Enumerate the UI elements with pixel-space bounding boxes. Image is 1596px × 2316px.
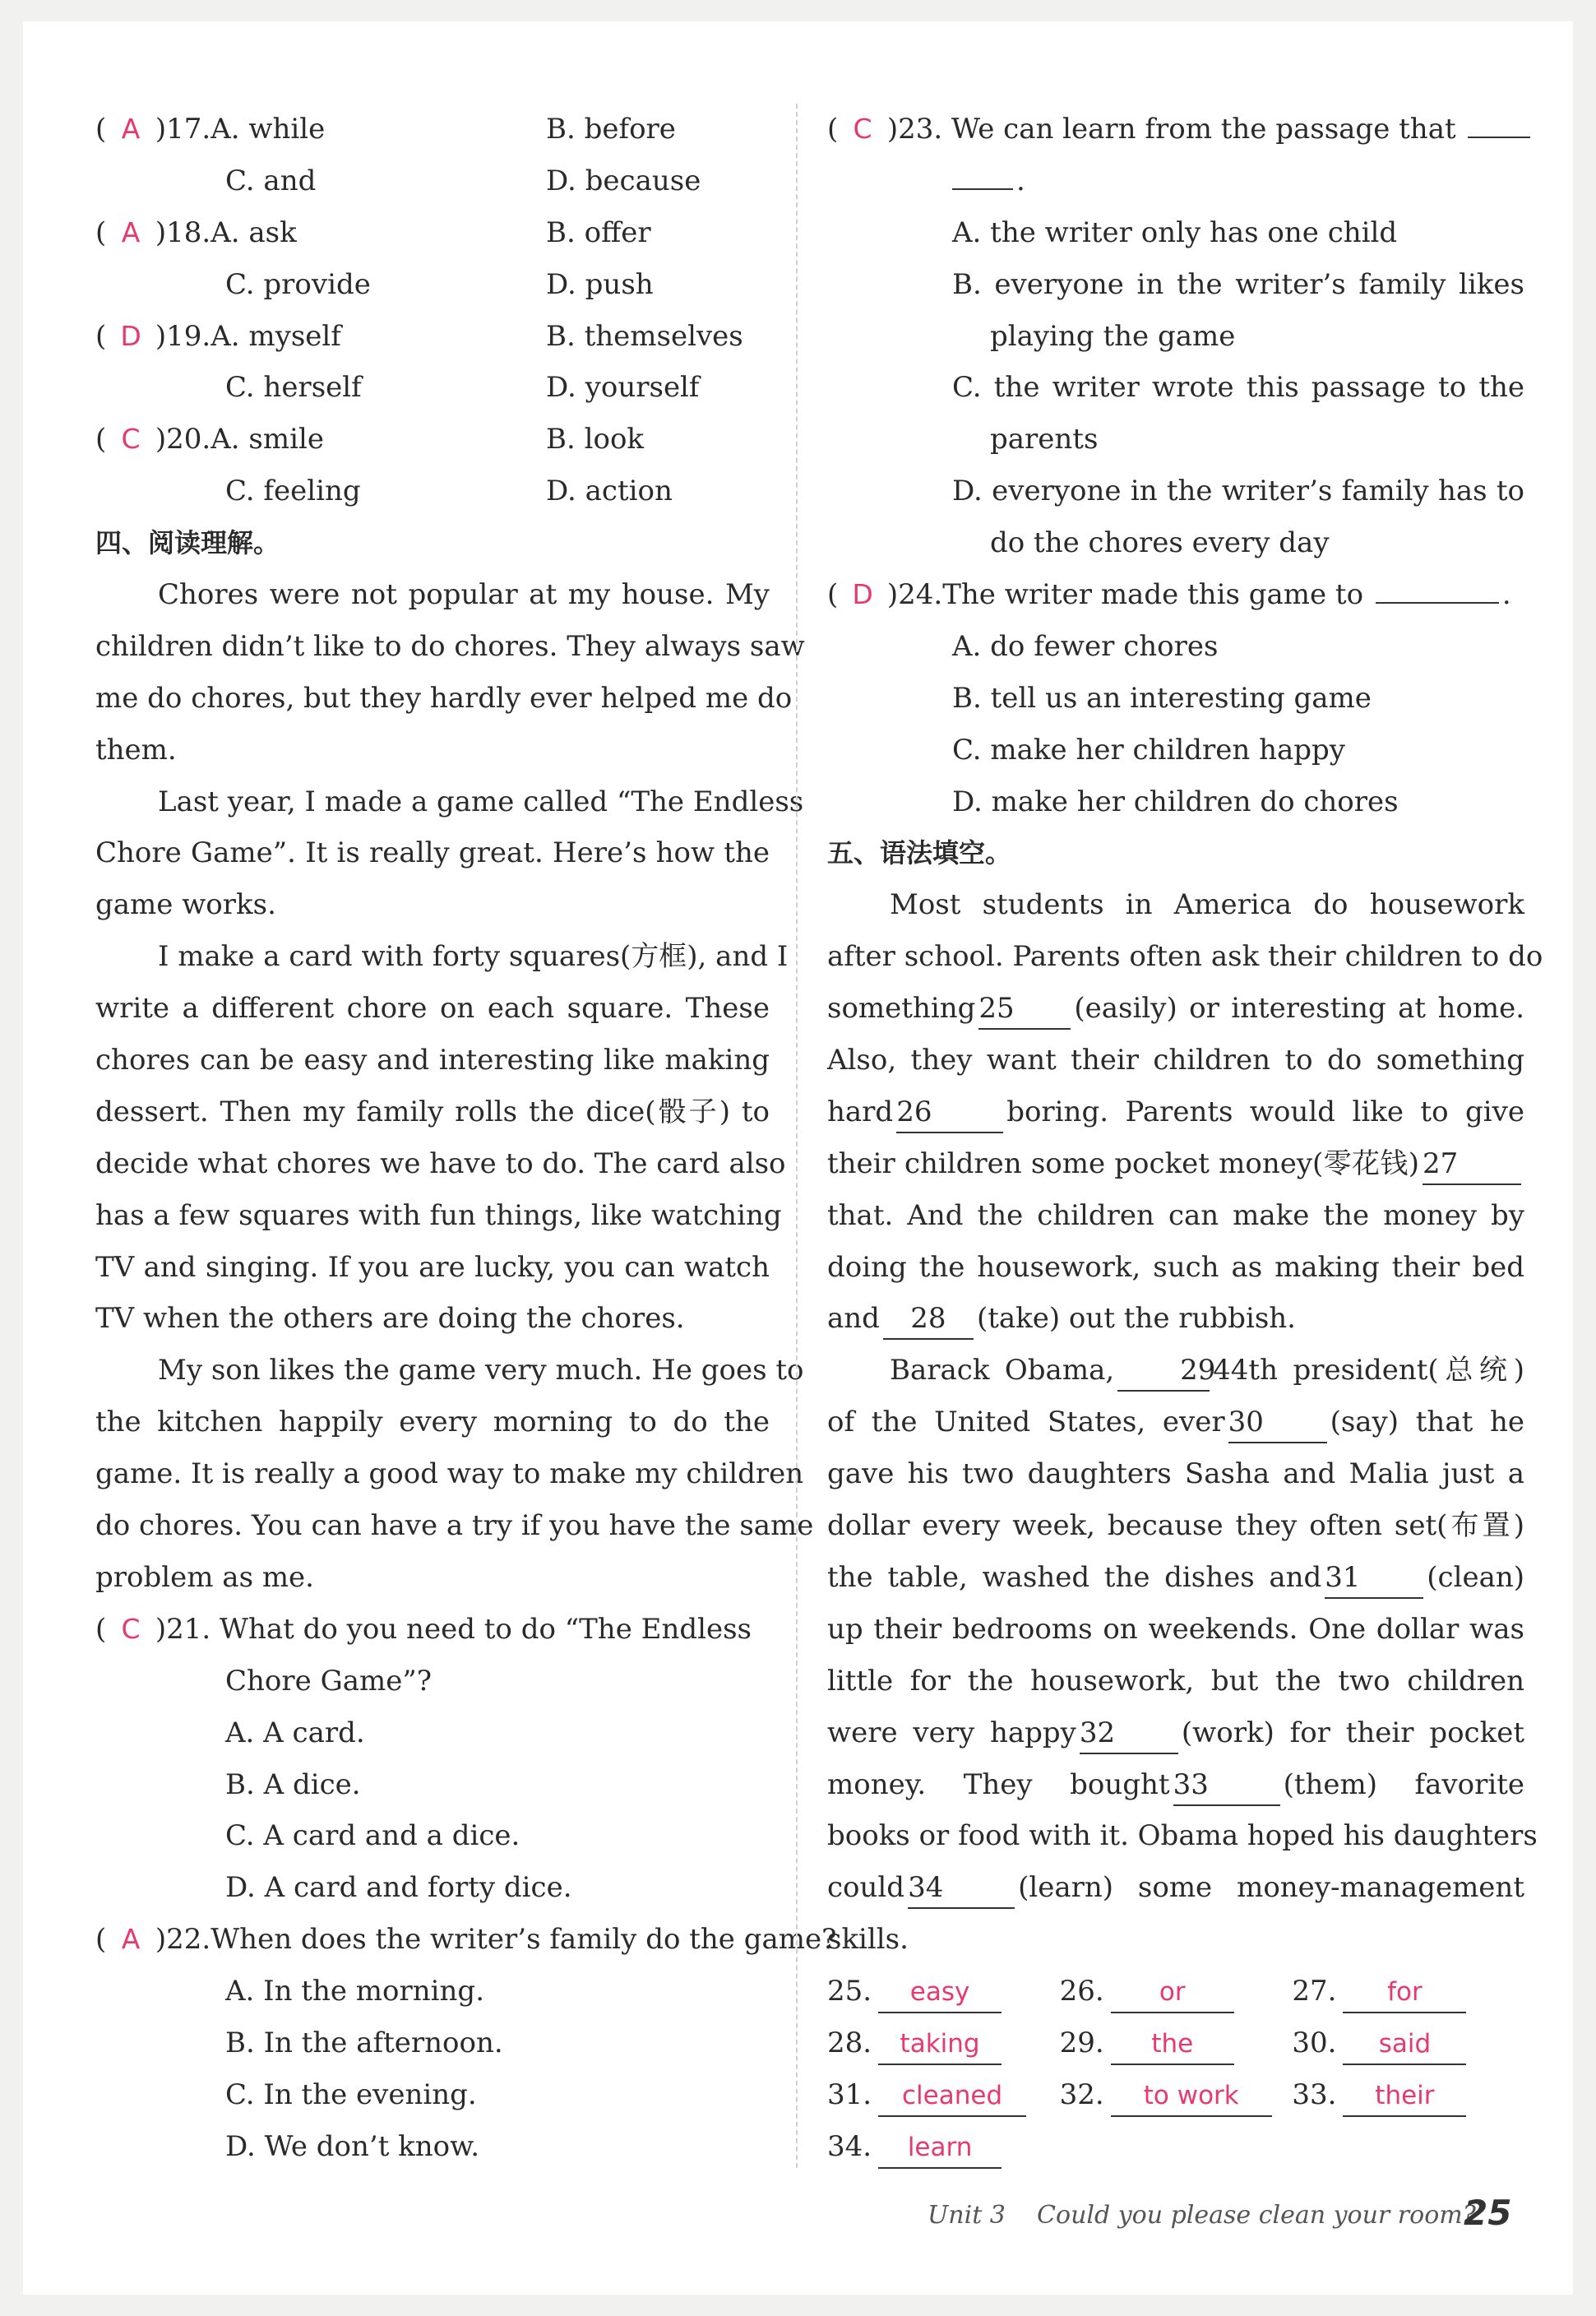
option-a: A. In the morning. [225,1975,484,2008]
grammar-line: after school. Parents often ask their children to do [827,940,1543,974]
answer-item [827,2069,1060,2121]
answer-fill: the [1111,2024,1234,2065]
question-19: ( D )19.A. myself B. themselves [95,311,770,363]
answer-fill: or [1111,1972,1234,2013]
blank-32: 32 [1080,1713,1178,1754]
question-number: 20. [166,423,211,456]
grammar-line [827,1707,1524,1759]
passage-line: My son likes the game very much. He goes to [158,1354,804,1387]
option-d: D. push [546,267,654,301]
passage-line: problem as me. [95,1560,314,1594]
question-24: ( D )24.The writer made this game to . [827,569,1524,621]
question-20-row2 [95,466,770,517]
answer-item [827,2121,1071,2173]
blank-34: 34 [908,1868,1015,1909]
option-d: D. yourself [546,371,700,405]
option-a: A. the writer only has one child [952,215,1398,249]
page-footer [928,2201,1476,2230]
option-b: B. everyone in the writer’s family likes [952,267,1524,301]
passage-line: I make a card with forty squares(方框), and I [158,940,789,974]
answer-fill: cleaned [878,2076,1026,2117]
text: hard [827,1095,894,1128]
passage-line: TV when the others are doing the chores. [95,1302,685,1336]
grammar-line: doing the housework, such as making their bed [827,1250,1524,1284]
grammar-line: skills. [827,1923,909,1957]
text: 44th president(总统) [1213,1354,1524,1387]
answer-fill: easy [878,1972,1002,2013]
grammar-line [827,1345,1524,1397]
answer-number: 25. [827,1975,872,2008]
option-a: A. do fewer chores [952,629,1219,663]
answers-row [827,2121,1524,2173]
option-b-cont: playing the game [990,319,1236,353]
answers-row [827,2069,1524,2121]
option-d: D. everyone in the writer’s family has to [952,475,1524,508]
answer-item [1292,2017,1524,2069]
text: could [827,1871,905,1905]
passage-line: write a different chore on each square. These [95,992,770,1026]
option-d: D. A card and forty dice. [225,1871,572,1905]
question-21: ( C )21. What do you need to do “The Endless [95,1604,770,1656]
blank-31: 31 [1325,1558,1423,1599]
answer-number: 34. [827,2129,872,2163]
text: the table, washed the dishes and [827,1560,1322,1594]
passage-line: chores can be easy and interesting like making [95,1044,770,1077]
answer-number: 26. [1059,1975,1104,2008]
answer-21: C [121,1612,141,1645]
grammar-line: up their bedrooms on weekends. One dollar was [827,1612,1524,1646]
grammar-line [827,1293,1524,1345]
option-d: D. make her children do chores [952,785,1399,818]
option-c: C. A card and a dice. [225,1819,520,1853]
answer-24: D [852,578,873,611]
answer-fill: for [1343,1972,1466,2013]
footer-title: Could you please clean your room? [1037,2201,1476,2230]
option-d: D. We don’t know. [225,2129,480,2163]
question-17-row2 [95,155,770,207]
answer-17: A [121,113,141,145]
option-c: C. the writer wrote this passage to the [952,371,1524,405]
option-b: B. before [546,113,676,146]
grammar-line: Also, they want their children to do something [827,1044,1524,1077]
text: money. They bought [827,1767,1170,1801]
grammar-line [827,1759,1524,1811]
option-c: C. In the evening. [225,2077,477,2111]
answer-item [1292,2069,1524,2121]
grammar-line [827,1862,1524,1914]
option-d-cont: do the chores every day [990,526,1330,560]
footer-unit: Unit 3 [928,2201,1006,2230]
option-b: B. themselves [546,319,743,353]
option-c-cont: parents [990,423,1099,456]
passage-line: game works. [95,888,276,922]
question-18: ( A )18.A. ask B. offer [95,207,770,259]
option-a: A. while [210,113,326,146]
question-stem: When does the writer’s family do the game? [210,1923,837,1957]
answer-blank [1468,137,1530,138]
question-17: ( A )17.A. while B. before [95,104,770,155]
passage-line: Chore Game”. It is really great. Here’s how the [95,836,770,870]
answer-item [1060,2069,1293,2121]
answer-fill: taking [878,2024,1002,2065]
grammar-line: dollar every week, because they often set(布置) [827,1509,1524,1543]
text: (work) for their pocket [1181,1716,1524,1749]
answer-item [1060,1966,1293,2017]
text: (take) out the rubbish. [976,1302,1296,1336]
passage-line: them. [95,733,177,767]
answer-blank-cont: . [827,155,1524,207]
blank-29: 29 [1117,1350,1210,1392]
option-c: C. herself [225,371,362,405]
right-column [827,104,1543,2173]
answer-item [1060,2017,1293,2069]
answer-19: D [120,319,141,352]
answer-fill: said [1343,2024,1466,2065]
passage-line: do chores. You can have a try if you have the same [95,1509,814,1543]
answer-fill: their [1343,2076,1466,2117]
option-c: C. make her children happy [952,733,1345,767]
option-a: A. smile [210,423,324,456]
question-20: ( C )20.A. smile B. look [95,414,770,466]
text: Barack Obama, [890,1354,1115,1387]
option-a: A. myself [210,319,341,353]
question-stem: What do you need to do “The Endless [220,1612,752,1646]
grammar-line: books or food with it. Obama hoped his daughters [827,1819,1538,1853]
question-number: 19. [166,319,211,353]
page [23,21,1573,2295]
question-23: ( C )23. We can learn from the passage that [827,104,1524,155]
grammar-line [827,1397,1524,1448]
text: (say) that he [1330,1406,1524,1439]
option-c: C. and [225,164,317,197]
answer-number: 29. [1059,2026,1104,2059]
question-stem: The writer made this game to [942,578,1364,612]
option-b: B. offer [546,215,651,249]
page-number: 25 [1464,2193,1512,2233]
text: (clean) [1427,1560,1524,1594]
question-number: 24. [898,578,943,612]
answer-number: 32. [1059,2077,1104,2111]
answer-number: 33. [1292,2077,1337,2111]
blank-30: 30 [1228,1402,1327,1443]
answer-20: C [121,423,141,456]
question-22: ( A )22.When does the writer’s family do the game? [95,1914,770,1966]
question-number: 18. [166,215,211,249]
option-d: D. because [546,164,701,197]
text: (learn) some money-management [1018,1871,1524,1905]
option-c: C. feeling [225,475,361,508]
answer-number: 27. [1292,1975,1337,2008]
answer-fill: to work [1111,2076,1272,2117]
grammar-line: Most students in America do housework [890,888,1524,922]
section-4-title: 四、阅读理解。 [95,527,280,559]
option-b: B. look [546,423,645,456]
answers-row [827,2017,1524,2069]
passage-line: dessert. Then my family rolls the dice(骰子) to [95,1095,770,1128]
grammar-line: little for the housework, but the two children [827,1664,1524,1698]
section-5-title: 五、语法填空。 [827,837,1012,869]
passage-line: Chores were not popular at my house. My [158,578,770,612]
blank-26: 26 [896,1092,1003,1133]
answer-blank [952,188,1013,190]
question-number: 22. [166,1923,211,1957]
grammar-line: that. And the children can make the money by [827,1198,1524,1232]
blank-28: 28 [883,1299,974,1340]
text: (them) favorite [1283,1767,1524,1801]
column-divider [796,104,798,2168]
text: were very happy [827,1716,1076,1749]
answer-22: A [121,1923,141,1956]
passage-line: the kitchen happily every morning to do the [95,1406,770,1439]
grammar-line [827,983,1524,1035]
answer-number: 30. [1292,2026,1337,2059]
option-d: D. action [546,475,673,508]
option-a: A. A card. [225,1716,365,1749]
text: their children some pocket money(零花钱) [827,1146,1419,1180]
blank-33: 33 [1173,1765,1280,1806]
option-c: C. provide [225,267,371,301]
passage-line: me do chores, but they hardly ever helped me do [95,681,793,715]
passage-line: decide what chores we have to do. The card also [95,1146,786,1180]
question-stem: We can learn from the passage that [951,113,1456,146]
answer-number: 28. [827,2026,872,2059]
blank-25: 25 [978,989,1071,1030]
answer-fill: learn [878,2128,1002,2169]
answer-blank [1376,602,1499,604]
text: (easily) or interesting at home. [1074,992,1524,1026]
answers-row [827,1966,1524,2017]
passage-line: has a few squares with fun things, like watching [95,1198,782,1232]
passage-line: children didn’t like to do chores. They always saw [95,629,805,663]
passage-line: TV and singing. If you are lucky, you can watch [95,1250,770,1284]
grammar-line [827,1086,1524,1138]
answer-item [827,2017,1060,2069]
text: something [827,992,976,1026]
text: and [827,1302,880,1336]
answer-item [1292,1966,1524,2017]
question-number: 21. [166,1612,211,1646]
question-stem-cont: Chore Game”? [225,1664,432,1698]
answer-item [827,1966,1060,2017]
text: of the United States, ever [827,1406,1225,1439]
question-19-row2 [95,362,770,414]
question-number: 17. [166,113,211,146]
text: boring. Parents would like to give [1006,1095,1524,1128]
grammar-line: gave his two daughters Sasha and Malia just a [827,1457,1524,1491]
answer-18: A [121,215,141,248]
answer-23: C [853,113,872,145]
left-column [95,104,837,2173]
option-b: B. A dice. [225,1767,361,1801]
question-number: 23. [898,113,943,146]
option-b: B. In the afternoon. [225,2026,503,2059]
answer-number: 31. [827,2077,872,2111]
option-a: A. ask [210,215,297,249]
question-18-row2 [95,259,770,311]
grammar-line [827,1552,1524,1604]
blank-27: 27 [1423,1144,1521,1185]
grammar-line [827,1138,1524,1190]
passage-line: Last year, I made a game called “The Endless [158,785,804,818]
passage-line: game. It is really a good way to make my children [95,1457,804,1491]
option-b: B. tell us an interesting game [952,681,1372,715]
